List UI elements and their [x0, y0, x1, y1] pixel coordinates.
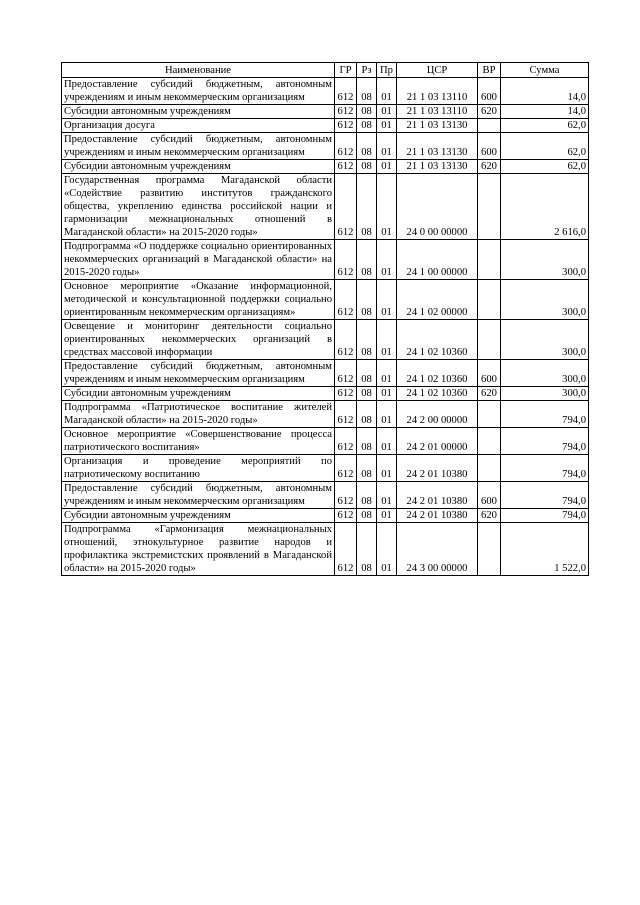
cell-csr: 21 1 03 13110	[397, 78, 478, 105]
cell-pr: 01	[377, 455, 397, 482]
table-row	[62, 428, 589, 455]
cell-name: Предоставление субсидий бюджетным, автономным учреждениям и иным некоммерческим организациям	[62, 133, 335, 160]
cell-rz: 08	[357, 78, 377, 105]
cell-sum: 794,0	[501, 482, 589, 509]
table-row	[62, 133, 589, 160]
cell-name: Освещение и мониторинг деятельности социально ориентированных некоммерческих организаций в средствах массовой информации	[62, 320, 335, 360]
cell-csr: 24 2 01 10380	[397, 482, 478, 509]
cell-rz: 08	[357, 174, 377, 240]
header-sum: Сумма	[501, 63, 589, 78]
cell-pr: 01	[377, 78, 397, 105]
cell-gr: 612	[335, 401, 357, 428]
cell-vr: 620	[478, 105, 501, 119]
table-row	[62, 455, 589, 482]
cell-sum: 300,0	[501, 240, 589, 280]
cell-gr: 612	[335, 119, 357, 133]
cell-rz: 08	[357, 119, 377, 133]
cell-vr: 600	[478, 360, 501, 387]
cell-gr: 612	[335, 78, 357, 105]
cell-vr: 600	[478, 482, 501, 509]
cell-pr: 01	[377, 105, 397, 119]
cell-vr	[478, 428, 501, 455]
cell-csr: 24 1 00 00000	[397, 240, 478, 280]
header-csr: ЦСР	[397, 63, 478, 78]
cell-name: Организация и проведение мероприятий по патриотическому воспитанию	[62, 455, 335, 482]
cell-gr: 612	[335, 174, 357, 240]
cell-gr: 612	[335, 360, 357, 387]
cell-pr: 01	[377, 482, 397, 509]
table-row	[62, 240, 589, 280]
table-row	[62, 174, 589, 240]
cell-gr: 612	[335, 509, 357, 523]
cell-pr: 01	[377, 428, 397, 455]
cell-csr: 24 1 02 10360	[397, 387, 478, 401]
cell-sum: 300,0	[501, 280, 589, 320]
cell-csr: 24 1 02 00000	[397, 280, 478, 320]
header-vr: ВР	[478, 63, 501, 78]
cell-sum: 300,0	[501, 320, 589, 360]
cell-gr: 612	[335, 240, 357, 280]
table-row	[62, 160, 589, 174]
cell-rz: 08	[357, 320, 377, 360]
cell-pr: 01	[377, 523, 397, 576]
table-row	[62, 523, 589, 576]
cell-gr: 612	[335, 523, 357, 576]
cell-name: Субсидии автономным учреждениям	[62, 509, 335, 523]
cell-gr: 612	[335, 320, 357, 360]
cell-pr: 01	[377, 160, 397, 174]
cell-sum: 300,0	[501, 360, 589, 387]
cell-pr: 01	[377, 240, 397, 280]
cell-csr: 24 2 01 10380	[397, 509, 478, 523]
cell-name: Государственная программа Магаданской области «Содействие развитию институтов гражданского общества, укреплению единства российской нации и гармонизации межнациональных отношений в Магаданской области» на 2015-2020 годы»	[62, 174, 335, 240]
cell-pr: 01	[377, 320, 397, 360]
table-row	[62, 360, 589, 387]
cell-vr	[478, 523, 501, 576]
cell-pr: 01	[377, 119, 397, 133]
cell-gr: 612	[335, 387, 357, 401]
cell-name: Предоставление субсидий бюджетным, автономным учреждениям и иным некоммерческим организациям	[62, 482, 335, 509]
table-row	[62, 387, 589, 401]
table-body	[62, 78, 589, 576]
cell-gr: 612	[335, 160, 357, 174]
cell-name: Подпрограмма «Гармонизация межнациональных отношений, этнокультурное развитие народов и профилактика экстремистских проявлений в Магаданской области» на 2015-2020 годы»	[62, 523, 335, 576]
cell-pr: 01	[377, 401, 397, 428]
cell-vr	[478, 401, 501, 428]
cell-rz: 08	[357, 455, 377, 482]
cell-gr: 612	[335, 455, 357, 482]
cell-gr: 612	[335, 482, 357, 509]
table-row	[62, 119, 589, 133]
cell-rz: 08	[357, 360, 377, 387]
cell-csr: 21 1 03 13130	[397, 119, 478, 133]
cell-vr: 600	[478, 133, 501, 160]
cell-name: Подпрограмма «Патриотическое воспитание жителей Магаданской области» на 2015-2020 годы»	[62, 401, 335, 428]
cell-rz: 08	[357, 160, 377, 174]
table-row	[62, 509, 589, 523]
cell-gr: 612	[335, 133, 357, 160]
cell-sum: 62,0	[501, 133, 589, 160]
cell-csr: 24 2 01 10380	[397, 455, 478, 482]
cell-sum: 794,0	[501, 509, 589, 523]
cell-name: Субсидии автономным учреждениям	[62, 160, 335, 174]
cell-rz: 08	[357, 280, 377, 320]
cell-rz: 08	[357, 509, 377, 523]
table-row	[62, 401, 589, 428]
cell-csr: 24 1 02 10360	[397, 320, 478, 360]
cell-sum: 14,0	[501, 78, 589, 105]
cell-vr	[478, 240, 501, 280]
table-row	[62, 280, 589, 320]
cell-rz: 08	[357, 428, 377, 455]
header-rz: Рз	[357, 63, 377, 78]
cell-csr: 21 1 03 13130	[397, 160, 478, 174]
cell-vr: 620	[478, 160, 501, 174]
cell-name: Субсидии автономным учреждениям	[62, 387, 335, 401]
cell-sum: 300,0	[501, 387, 589, 401]
table-row	[62, 320, 589, 360]
cell-name: Основное мероприятие «Оказание информационной, методической и консультационной поддержки социально ориентированным некоммерческим организациям»	[62, 280, 335, 320]
cell-vr: 620	[478, 387, 501, 401]
header-gr: ГР	[335, 63, 357, 78]
cell-name: Предоставление субсидий бюджетным, автономным учреждениям и иным некоммерческим организациям	[62, 360, 335, 387]
cell-rz: 08	[357, 482, 377, 509]
cell-pr: 01	[377, 174, 397, 240]
cell-vr	[478, 455, 501, 482]
cell-name: Организация досуга	[62, 119, 335, 133]
cell-pr: 01	[377, 360, 397, 387]
header-name: Наименование	[62, 63, 335, 78]
cell-pr: 01	[377, 133, 397, 160]
cell-csr: 24 3 00 00000	[397, 523, 478, 576]
table-header-row	[62, 63, 589, 78]
cell-rz: 08	[357, 133, 377, 160]
cell-gr: 612	[335, 280, 357, 320]
cell-vr	[478, 119, 501, 133]
cell-pr: 01	[377, 280, 397, 320]
cell-gr: 612	[335, 105, 357, 119]
table-row	[62, 482, 589, 509]
cell-sum: 794,0	[501, 428, 589, 455]
budget-table	[61, 62, 589, 576]
cell-rz: 08	[357, 387, 377, 401]
cell-csr: 21 1 03 13110	[397, 105, 478, 119]
cell-sum: 2 616,0	[501, 174, 589, 240]
cell-vr	[478, 320, 501, 360]
cell-pr: 01	[377, 509, 397, 523]
cell-vr	[478, 280, 501, 320]
cell-sum: 794,0	[501, 455, 589, 482]
cell-sum: 794,0	[501, 401, 589, 428]
cell-pr: 01	[377, 387, 397, 401]
header-pr: Пр	[377, 63, 397, 78]
cell-rz: 08	[357, 523, 377, 576]
cell-name: Предоставление субсидий бюджетным, автономным учреждениям и иным некоммерческим организациям	[62, 78, 335, 105]
cell-csr: 24 2 01 00000	[397, 428, 478, 455]
cell-csr: 24 0 00 00000	[397, 174, 478, 240]
cell-csr: 24 2 00 00000	[397, 401, 478, 428]
table-row	[62, 78, 589, 105]
cell-name: Основное мероприятие «Совершенствование процесса патриотического воспитания»	[62, 428, 335, 455]
cell-vr: 600	[478, 78, 501, 105]
cell-name: Субсидии автономным учреждениям	[62, 105, 335, 119]
cell-rz: 08	[357, 105, 377, 119]
cell-csr: 24 1 02 10360	[397, 360, 478, 387]
cell-rz: 08	[357, 240, 377, 280]
cell-sum: 62,0	[501, 119, 589, 133]
cell-gr: 612	[335, 428, 357, 455]
cell-sum: 62,0	[501, 160, 589, 174]
cell-name: Подпрограмма «О поддержке социально ориентированных некоммерческих организаций в Магаданской области» на 2015-2020 годы»	[62, 240, 335, 280]
cell-sum: 1 522,0	[501, 523, 589, 576]
cell-vr: 620	[478, 509, 501, 523]
cell-csr: 21 1 03 13130	[397, 133, 478, 160]
cell-sum: 14,0	[501, 105, 589, 119]
table-row	[62, 105, 589, 119]
cell-vr	[478, 174, 501, 240]
cell-rz: 08	[357, 401, 377, 428]
